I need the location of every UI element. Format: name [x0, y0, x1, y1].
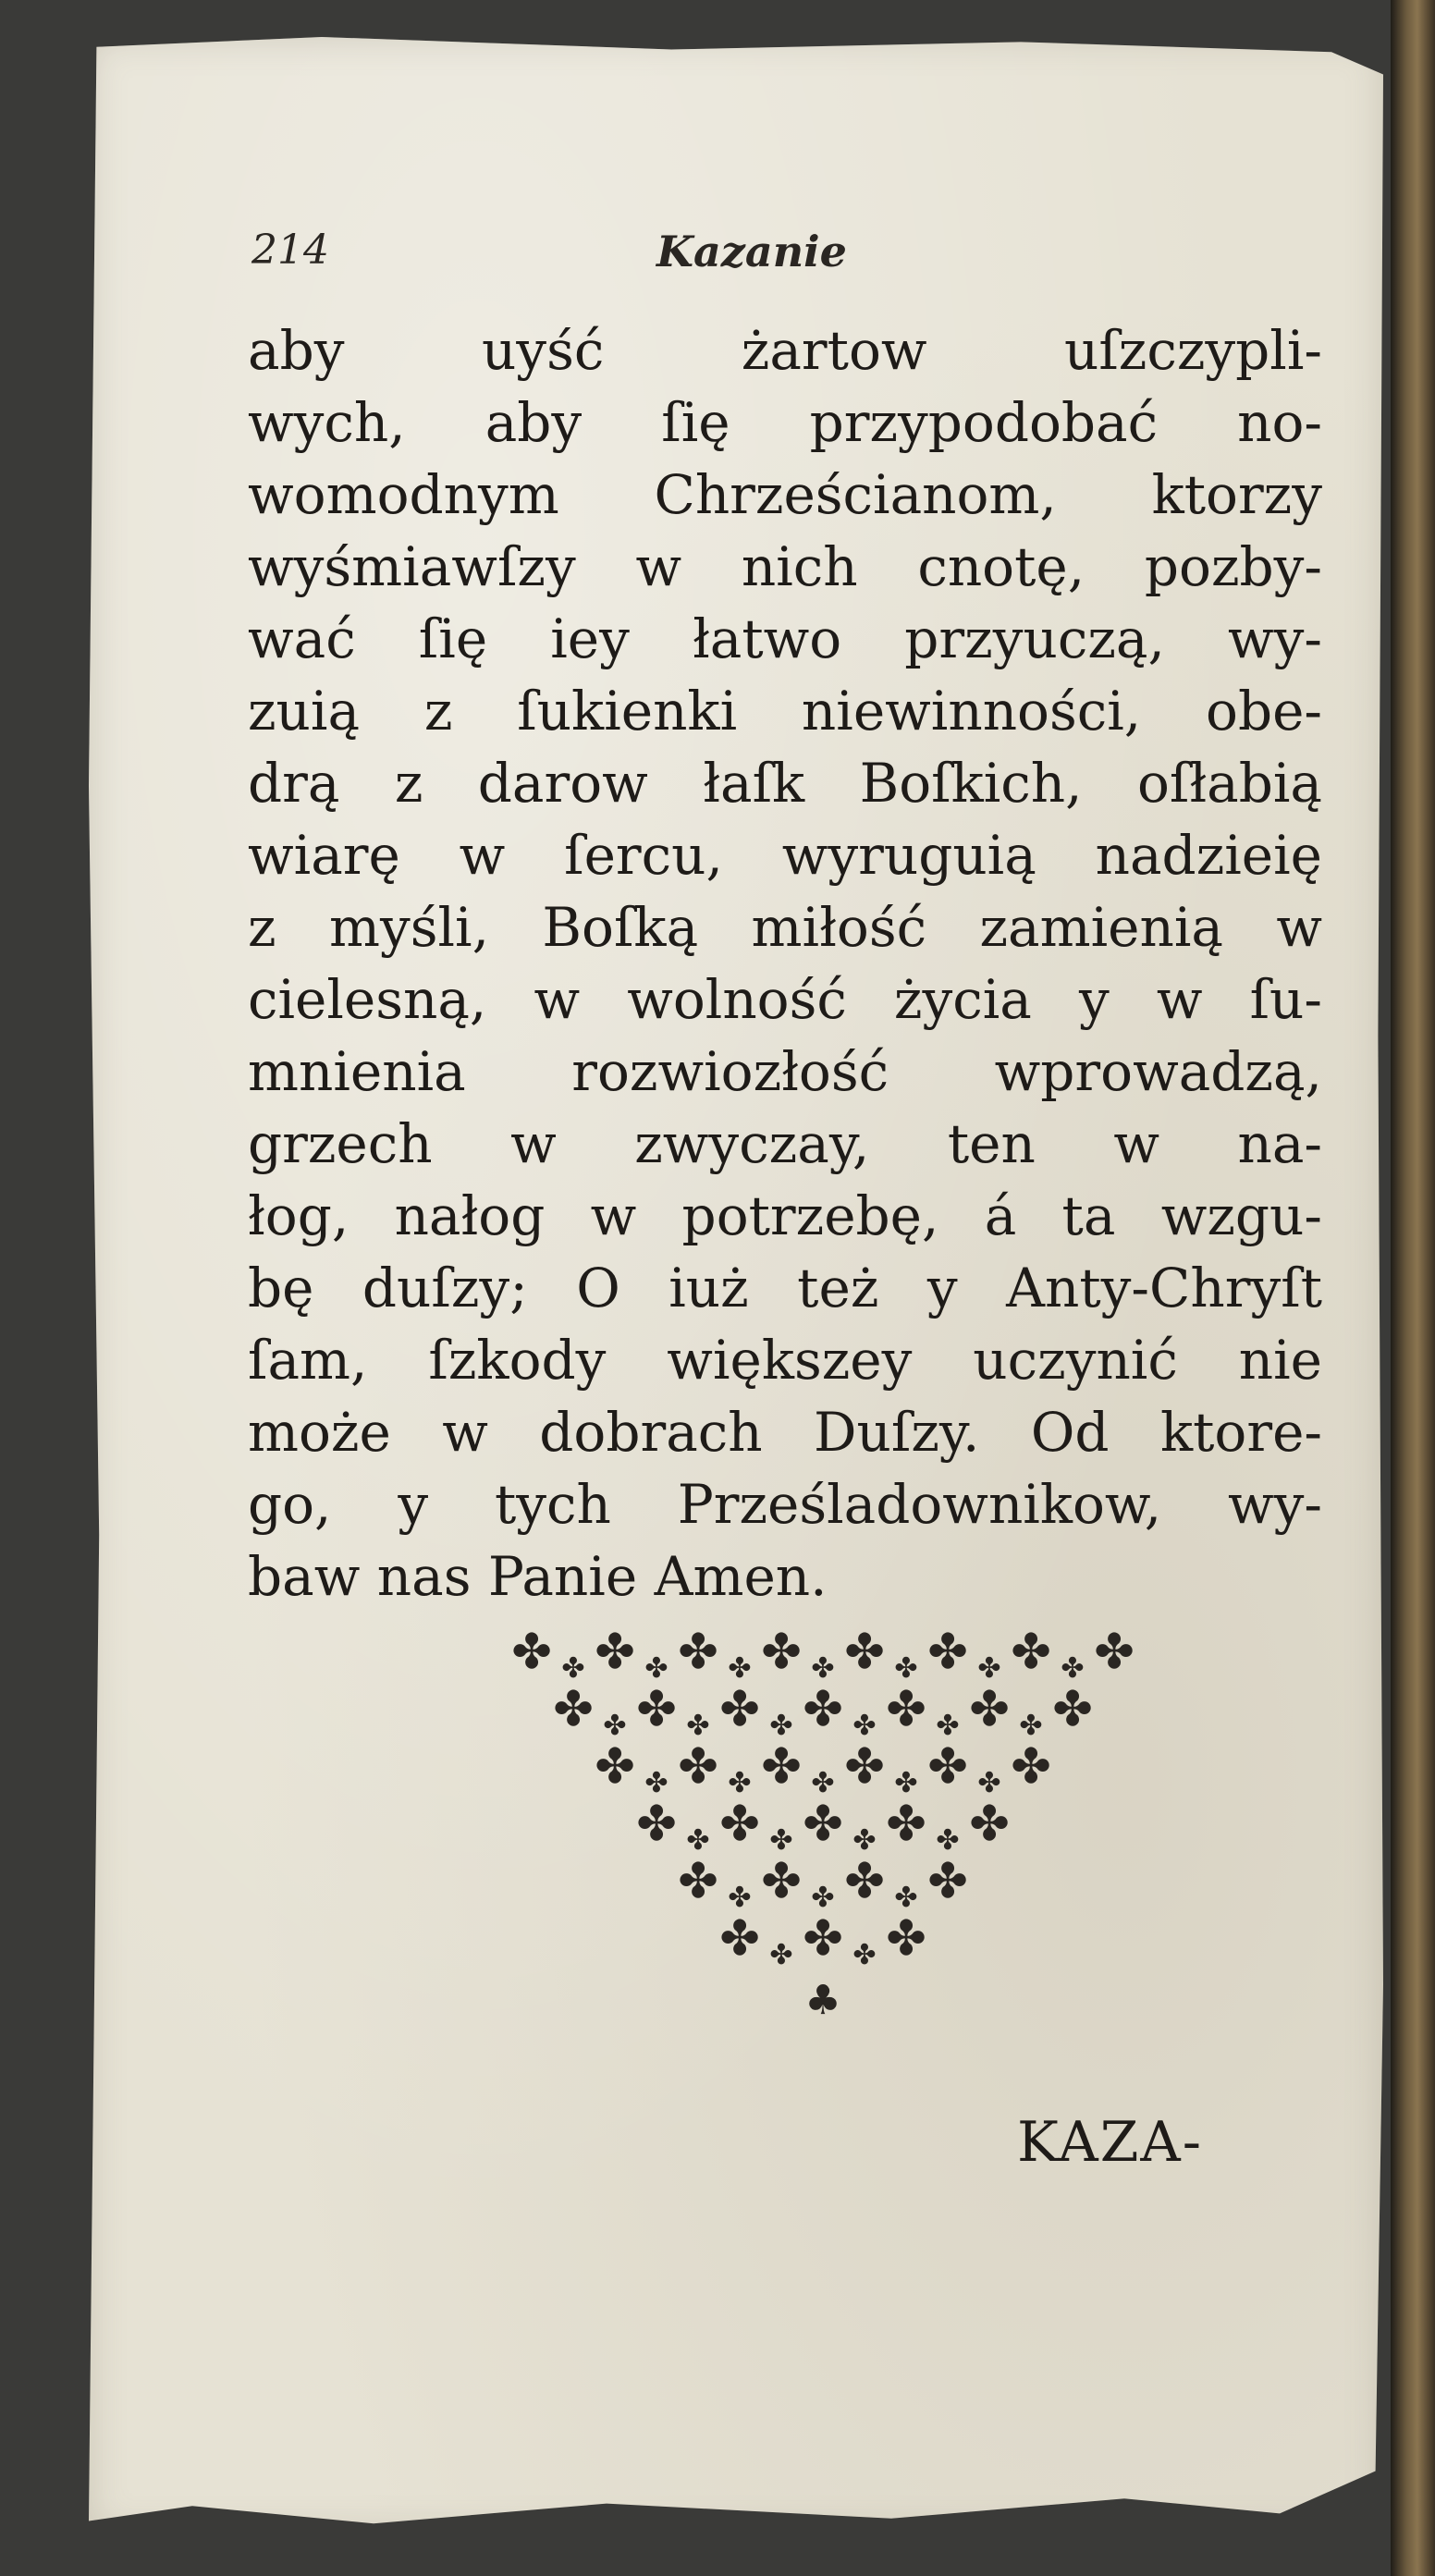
adjacent-page-edge	[1391, 0, 1435, 2576]
fleuron-small-glyph: ✤	[894, 1882, 918, 1914]
fleuron-small-glyph: ✤	[977, 1652, 1001, 1685]
fleuron-glyph: ✤	[761, 1739, 802, 1795]
page-number: 214	[251, 227, 329, 274]
fleuron-small-glyph: ✤	[936, 1710, 960, 1742]
fleuron-glyph: ✤	[886, 1797, 926, 1852]
fleuron-small-glyph: ✤	[852, 1939, 877, 1971]
text-line: grzech w zwyczay, ten w na-	[248, 1112, 1322, 1175]
text-line-last: baw nas Panie Amen.	[248, 1545, 828, 1608]
fleuron-ornament	[462, 1609, 1184, 2053]
text-line: może w dobrach Duſzy. Od ktore-	[248, 1401, 1322, 1464]
text-line: go, y tych Prześladownikow, wy-	[248, 1473, 1322, 1536]
catchword: KAZA-	[1017, 2110, 1204, 2175]
text-line: wyśmiawſzy w nich cnotę, pozby-	[248, 535, 1322, 598]
fleuron-small-glyph: ✤	[852, 1824, 877, 1857]
fleuron-glyph: ✤	[761, 1854, 802, 1909]
text-line: wiarę w ſercu, wyruguią nadzieię	[248, 824, 1322, 887]
fleuron-glyph: ✤	[761, 1625, 802, 1680]
text-line: zuią z ſukienki niewinności, obe-	[248, 680, 1322, 742]
fleuron-glyph: ✤	[719, 1682, 760, 1737]
fleuron-small-glyph: ✤	[728, 1882, 752, 1914]
fleuron-small-glyph: ✤	[894, 1767, 918, 1799]
fleuron-glyph: ✤	[927, 1739, 968, 1795]
fleuron-small-glyph: ✤	[936, 1824, 960, 1857]
fleuron-glyph: ✤	[886, 1682, 926, 1737]
fleuron-small-glyph: ✤	[728, 1767, 752, 1799]
fleuron-small-glyph: ✤	[811, 1882, 835, 1914]
fleuron-small-glyph: ✤	[561, 1652, 585, 1685]
sermon-text	[248, 314, 1322, 1613]
fleuron-small-glyph: ✤	[811, 1652, 835, 1685]
fleuron-glyph: ✤	[595, 1739, 635, 1795]
fleuron-glyph: ✤	[511, 1625, 552, 1680]
fleuron-glyph: ✤	[844, 1625, 885, 1680]
fleuron-small-glyph: ✤	[686, 1710, 710, 1742]
fleuron-glyph: ✤	[595, 1625, 635, 1680]
fleuron-small-glyph: ✤	[769, 1824, 793, 1857]
fleuron-glyph: ✤	[803, 1682, 843, 1737]
page-header	[251, 227, 1296, 291]
text-line: wych, aby ſię przypodobać no-	[248, 391, 1322, 454]
running-title: Kazanie	[656, 227, 847, 276]
fleuron-small-glyph: ✤	[644, 1652, 668, 1685]
fleuron-glyph: ✤	[844, 1739, 885, 1795]
fleuron-small-glyph: ✤	[977, 1767, 1001, 1799]
fleuron-glyph: ✤	[969, 1797, 1010, 1852]
fleuron-small-glyph: ✤	[603, 1710, 627, 1742]
fleuron-glyph: ✤	[803, 1911, 843, 1967]
fleuron-glyph: ✤	[719, 1911, 760, 1967]
fleuron-glyph: ✤	[678, 1625, 718, 1680]
text-line: cielesną, w wolność życia y w ſu-	[248, 968, 1322, 1031]
text-line: z myśli, Boſką miłość zamienią w	[248, 896, 1322, 959]
fleuron-glyph: ✤	[1011, 1739, 1051, 1795]
finial-glyph: ♣	[804, 1977, 841, 2024]
fleuron-glyph: ✤	[636, 1682, 677, 1737]
fleuron-small-glyph: ✤	[894, 1652, 918, 1685]
fleuron-glyph: ✤	[927, 1625, 968, 1680]
fleuron-small-glyph: ✤	[686, 1824, 710, 1857]
fleuron-small-glyph: ✤	[769, 1939, 793, 1971]
text-line: ſam, ſzkody większey uczynić nie	[248, 1329, 1322, 1392]
fleuron-glyph: ✤	[1094, 1625, 1135, 1680]
text-line: mnienia rozwiozłość wprowadzą,	[248, 1040, 1322, 1103]
fleuron-glyph: ✤	[636, 1797, 677, 1852]
fleuron-small-glyph: ✤	[811, 1767, 835, 1799]
fleuron-glyph: ✤	[678, 1739, 718, 1795]
text-line: aby uyść żartow uſzczypli-	[248, 319, 1322, 382]
fleuron-small-glyph: ✤	[769, 1710, 793, 1742]
text-line: womodnym Chrześcianom, ktorzy	[248, 463, 1322, 526]
fleuron-small-glyph: ✤	[728, 1652, 752, 1685]
fleuron-glyph: ✤	[969, 1682, 1010, 1737]
text-line: łog, nałog w potrzebę, á ta wzgu-	[248, 1184, 1322, 1247]
text-line: wać ſię iey łatwo przyuczą, wy-	[248, 607, 1322, 670]
fleuron-small-glyph: ✤	[852, 1710, 877, 1742]
fleuron-glyph: ✤	[844, 1854, 885, 1909]
text-line: drą z darow łaſk Boſkich, oſłabią	[248, 752, 1322, 815]
fleuron-glyph: ✤	[553, 1682, 594, 1737]
fleuron-glyph: ✤	[678, 1854, 718, 1909]
fleuron-glyph: ✤	[1052, 1682, 1093, 1737]
fleuron-glyph: ✤	[1011, 1625, 1051, 1680]
fleuron-small-glyph: ✤	[644, 1767, 668, 1799]
fleuron-small-glyph: ✤	[1061, 1652, 1085, 1685]
fleuron-glyph: ✤	[927, 1854, 968, 1909]
text-line: bę duſzy; O iuż też y Anty-Chryſt	[248, 1257, 1322, 1319]
fleuron-small-glyph: ✤	[1019, 1710, 1043, 1742]
fleuron-glyph: ✤	[886, 1911, 926, 1967]
fleuron-glyph: ✤	[803, 1797, 843, 1852]
fleuron-glyph: ✤	[719, 1797, 760, 1852]
